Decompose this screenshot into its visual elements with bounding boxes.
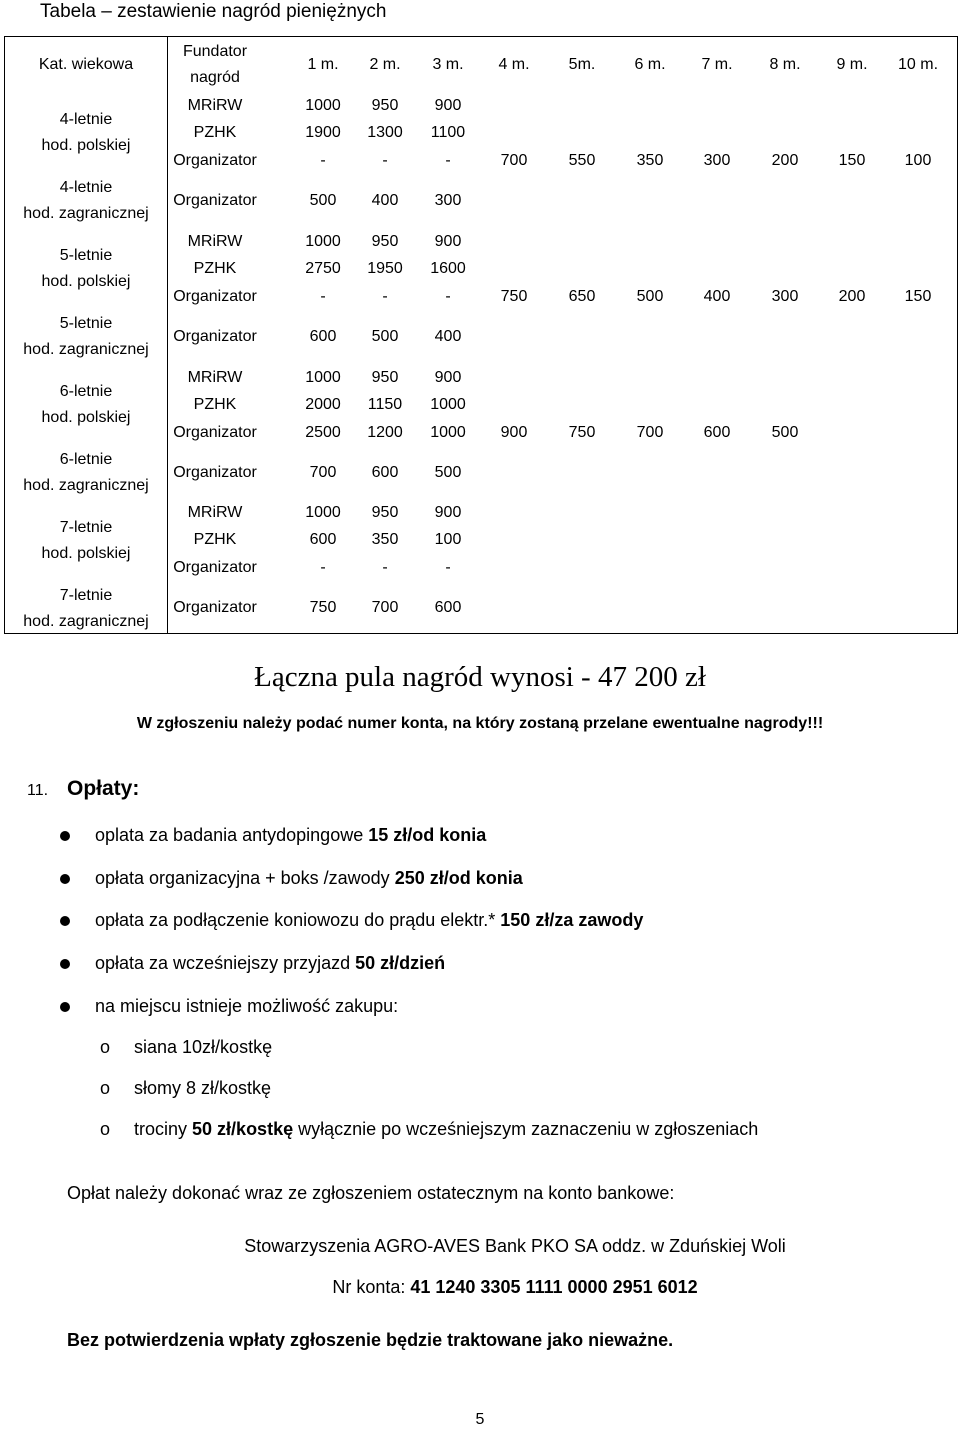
purchase-text: trociny — [134, 1119, 193, 1139]
place-header: 5m. — [568, 56, 596, 73]
category-label — [5, 583, 167, 635]
prize-value: 950 — [371, 233, 399, 250]
prize-value: 750 — [568, 424, 596, 441]
account-line — [0, 1275, 960, 1299]
payment-warning: Bez potwierdzenia wpłaty zgłoszenie będzie traktowane jako nieważne. — [67, 1330, 674, 1350]
funder-name: Organizator — [173, 559, 257, 576]
place-header: 6 m. — [634, 56, 666, 73]
fee-amount: 150 zł/za zawody — [500, 910, 644, 930]
funder-name: PZHK — [193, 531, 237, 548]
funder-name: Organizator — [173, 424, 257, 441]
place-header: 8 m. — [769, 56, 801, 73]
purchase-price: 50 zł/kostkę — [192, 1119, 294, 1139]
prize-value: 950 — [371, 97, 399, 114]
category-breed: hod. polskiej — [41, 273, 131, 290]
category-label — [5, 175, 167, 227]
prize-value: 500 — [771, 424, 799, 441]
prize-value: 600 — [703, 424, 731, 441]
funder-header-line2: nagród — [190, 69, 240, 86]
funder-name: Organizator — [173, 152, 257, 169]
place-header: 9 m. — [836, 56, 868, 73]
category-age: 7-letnie — [59, 587, 113, 604]
prize-value: 750 — [500, 288, 528, 305]
prize-value: 1000 — [430, 424, 466, 441]
prize-value: - — [445, 288, 451, 305]
purchase-text: słomy 8 zł/kostkę — [134, 1078, 272, 1098]
prize-value: 200 — [771, 152, 799, 169]
bank-name: Stowarzyszenia AGRO-AVES Bank PKO SA oddz. w Zduńskiej Woli — [244, 1236, 786, 1256]
place-header: 2 m. — [369, 56, 401, 73]
prize-value: 550 — [568, 152, 596, 169]
funder-name: PZHK — [193, 260, 237, 277]
prize-value: - — [445, 152, 451, 169]
funder-name: MRiRW — [187, 97, 243, 114]
funder-name: Organizator — [173, 464, 257, 481]
prize-value: 600 — [309, 531, 337, 548]
prize-value: 950 — [371, 504, 399, 521]
bullet-icon — [60, 831, 70, 841]
funder-name: Organizator — [173, 328, 257, 345]
purchase-note: wyłącznie po wcześniejszym zaznaczeniu w zgłoszeniach — [293, 1119, 759, 1139]
circle-bullet-icon: o — [100, 1119, 111, 1139]
prize-value: - — [320, 288, 326, 305]
fee-text: oplata za badania antydopingowe — [95, 825, 369, 845]
prize-value: 300 — [771, 288, 799, 305]
prize-value: 900 — [434, 504, 462, 521]
prize-value: 1000 — [305, 504, 341, 521]
prize-value: - — [382, 288, 388, 305]
prize-value: 400 — [434, 328, 462, 345]
prize-value: 400 — [371, 192, 399, 209]
category-column — [5, 37, 168, 634]
section-number: 11. — [27, 782, 49, 799]
bullet-icon — [60, 1002, 70, 1012]
funder-name: Organizator — [173, 288, 257, 305]
prize-value: 600 — [309, 328, 337, 345]
prize-value: 900 — [500, 424, 528, 441]
category-age: 6-letnie — [59, 383, 113, 400]
category-breed: hod. polskiej — [41, 545, 131, 562]
fee-text: opłata za wcześniejszy przyjazd — [95, 953, 356, 973]
category-list — [5, 37, 167, 633]
category-label — [5, 447, 167, 499]
prize-value: 650 — [568, 288, 596, 305]
fee-amount: 250 zł/od konia — [394, 868, 523, 888]
prize-value: 300 — [434, 192, 462, 209]
prize-value: 400 — [703, 288, 731, 305]
funder-name: MRiRW — [187, 504, 243, 521]
prize-value: 150 — [904, 288, 932, 305]
prize-value: - — [445, 559, 451, 576]
prize-value: 100 — [434, 531, 462, 548]
prize-value: 1600 — [430, 260, 466, 277]
fee-item — [95, 994, 398, 1018]
category-label — [5, 107, 167, 159]
fee-item — [95, 823, 486, 847]
category-age: 5-letnie — [59, 315, 113, 332]
prize-value: 500 — [636, 288, 664, 305]
fee-text: na miejscu istnieje możliwość zakupu: — [95, 996, 399, 1016]
prize-value: 350 — [371, 531, 399, 548]
funder-name: MRiRW — [187, 233, 243, 250]
circle-bullet-icon: o — [100, 1078, 111, 1098]
funder-name: Organizator — [173, 599, 257, 616]
fee-item — [95, 908, 643, 932]
funder-name: PZHK — [193, 124, 237, 141]
category-label — [5, 379, 167, 431]
prize-value: 1150 — [367, 396, 403, 413]
account-label: Nr konta: — [332, 1277, 411, 1297]
prize-value: 900 — [434, 97, 462, 114]
purchase-text: siana 10zł/kostkę — [134, 1037, 273, 1057]
place-header: 7 m. — [701, 56, 733, 73]
prize-value: 200 — [838, 288, 866, 305]
bullet-icon — [60, 959, 70, 969]
fee-text: opłata za podłączenie koniowozu do prądu elektr.* — [95, 910, 501, 930]
category-age: 4-letnie — [59, 179, 113, 196]
page-number: 5 — [475, 1411, 485, 1428]
category-age: 7-letnie — [59, 519, 113, 536]
prize-value: 1000 — [305, 233, 341, 250]
place-header: 10 m. — [897, 56, 939, 73]
prize-value: 700 — [500, 152, 528, 169]
category-label — [5, 515, 167, 567]
category-breed: hod. zagranicznej — [23, 341, 149, 358]
prize-pool: Łączna pula nagród wynosi - 47 200 zł — [254, 661, 706, 693]
prize-value: 1000 — [305, 97, 341, 114]
prize-value: 750 — [309, 599, 337, 616]
category-age: 6-letnie — [59, 451, 113, 468]
fee-amount: 15 zł/od konia — [368, 825, 487, 845]
prize-value: 1200 — [367, 424, 403, 441]
prize-value: 700 — [309, 464, 337, 481]
category-age: 5-letnie — [59, 247, 113, 264]
account-number[interactable]: 41 1240 3305 1111 0000 2951 6012 — [410, 1277, 698, 1297]
bullet-icon — [60, 874, 70, 884]
prize-value: - — [320, 559, 326, 576]
prize-value: 900 — [434, 233, 462, 250]
prize-value: 950 — [371, 369, 399, 386]
prize-value: 1100 — [430, 124, 466, 141]
prize-table — [4, 36, 958, 634]
category-label — [5, 311, 167, 363]
prize-value: 600 — [371, 464, 399, 481]
category-breed: hod. zagranicznej — [23, 205, 149, 222]
category-breed: hod. polskiej — [41, 137, 131, 154]
prize-value: 2500 — [305, 424, 341, 441]
section-title: Opłaty: — [67, 777, 140, 800]
prize-value: 600 — [434, 599, 462, 616]
funder-header-line1: Fundator — [182, 43, 248, 60]
fee-item — [95, 951, 445, 975]
bullet-icon — [60, 916, 70, 926]
fee-amount: 50 zł/dzień — [355, 953, 446, 973]
category-age: 4-letnie — [59, 111, 113, 128]
purchase-item — [134, 1117, 758, 1141]
account-notice: W zgłoszeniu należy podać numer konta, na który zostaną przelane ewentualne nagrody!!! — [136, 715, 824, 732]
prize-value: 150 — [838, 152, 866, 169]
category-breed: hod. zagranicznej — [23, 477, 149, 494]
place-header: 4 m. — [498, 56, 530, 73]
fee-text: opłata organizacyjna + boks /zawody — [95, 868, 395, 888]
category-header: Kat. wiekowa — [38, 56, 134, 73]
prize-value: 2750 — [305, 260, 341, 277]
prize-value: 500 — [371, 328, 399, 345]
prize-value: 1900 — [305, 124, 341, 141]
funder-name: MRiRW — [187, 369, 243, 386]
prize-value: 500 — [434, 464, 462, 481]
place-header: 1 m. — [307, 56, 339, 73]
prize-grid — [168, 37, 957, 633]
purchase-item — [134, 1035, 272, 1059]
prize-value: - — [382, 559, 388, 576]
prize-value: 500 — [309, 192, 337, 209]
payment-note: Opłat należy dokonać wraz ze zgłoszeniem ostatecznym na konto bankowe: — [67, 1183, 675, 1203]
circle-bullet-icon: o — [100, 1037, 111, 1057]
category-breed: hod. zagranicznej — [23, 613, 149, 630]
prize-value: 300 — [703, 152, 731, 169]
prize-value: 2000 — [305, 396, 341, 413]
prize-value: 350 — [636, 152, 664, 169]
prize-value: 1000 — [430, 396, 466, 413]
place-header: 3 m. — [432, 56, 464, 73]
prize-value: 700 — [371, 599, 399, 616]
funder-name: Organizator — [173, 192, 257, 209]
page-title: Tabela – zestawienie nagród pieniężnych — [40, 1, 387, 22]
prize-value: - — [382, 152, 388, 169]
category-breed: hod. polskiej — [41, 409, 131, 426]
prize-value: 1950 — [367, 260, 403, 277]
prize-value: - — [320, 152, 326, 169]
funder-grid — [168, 37, 958, 634]
prize-value: 100 — [904, 152, 932, 169]
category-label — [5, 243, 167, 295]
prize-value: 900 — [434, 369, 462, 386]
prize-value: 1300 — [367, 124, 403, 141]
funder-name: PZHK — [193, 396, 237, 413]
prize-value: 1000 — [305, 369, 341, 386]
fee-item — [95, 866, 523, 890]
purchase-item — [134, 1076, 271, 1100]
prize-value: 700 — [636, 424, 664, 441]
